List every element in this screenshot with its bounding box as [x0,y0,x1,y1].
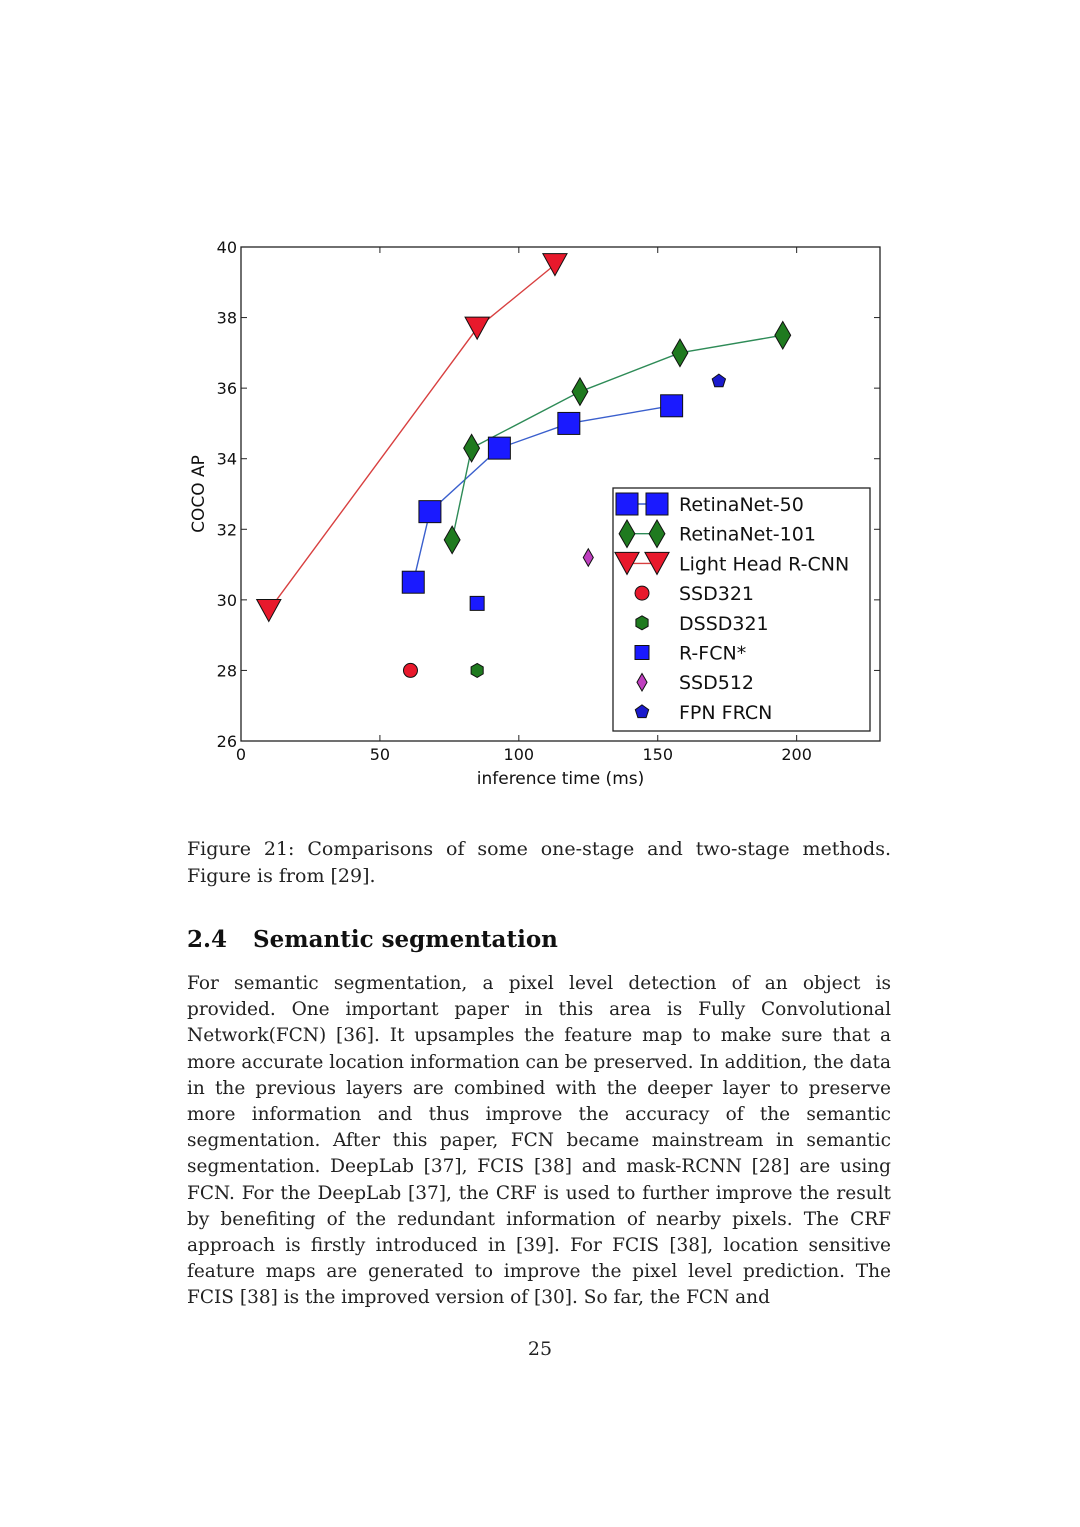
legend-label-r-fcn: R-FCN* [679,642,747,665]
data-point-fpn-frcn [712,374,725,387]
data-point-retinanet-101 [444,526,460,554]
y-tick-label: 38 [216,308,237,328]
legend-label-ssd512: SSD512 [679,672,755,695]
x-tick-label: 200 [781,745,812,764]
data-point-retinanet-101 [672,339,688,367]
data-point-ssd512 [583,549,593,567]
data-point-dssd321 [471,663,483,677]
y-tick-label: 28 [216,661,237,681]
y-tick-label: 32 [216,520,237,540]
legend-label-dssd321: DSSD321 [679,612,769,635]
section-title: Semantic segmentation [253,926,558,953]
y-tick-label: 26 [216,732,237,751]
legend-label-light-head-r-cnn: Light Head R-CNN [679,553,850,576]
data-point-retinanet-50 [488,437,510,459]
data-point-retinanet-50 [558,412,580,434]
x-tick-label: 100 [503,745,535,764]
data-point-retinanet-101 [572,378,588,406]
legend-label-fpn-frcn: FPN FRCN [679,701,773,724]
legend-marker-dssd321 [636,616,648,630]
data-point-ssd321 [403,663,417,677]
legend-label-retinanet-50: RetinaNet-50 [679,494,804,516]
data-point-retinanet-50 [419,501,441,523]
page-number: 25 [527,1338,553,1360]
section-heading [187,926,891,953]
legend-label-ssd321: SSD321 [679,583,755,606]
chart-legend [613,488,870,731]
data-point-r-fcn [470,596,484,610]
y-tick-label: 34 [216,449,237,469]
y-tick-label: 40 [216,238,237,257]
figure-caption: Figure 21: Comparisons of some one-stage and two-stage methods. Figure is from [29]. [187,838,891,887]
y-axis-label: COCO AP [189,455,209,533]
series-line-light-head-r-cnn [269,265,555,611]
legend-marker-r-fcn [635,646,649,660]
data-point-retinanet-101 [464,434,480,462]
y-tick-label: 30 [216,590,237,610]
legend-marker-ssd321 [635,586,649,600]
data-point-retinanet-50 [661,395,683,417]
data-point-light-head-r-cnn [465,317,489,339]
x-tick-label: 0 [235,745,247,764]
x-tick-label: 50 [369,745,391,764]
y-tick-label: 36 [216,379,237,399]
data-point-retinanet-50 [402,571,424,593]
legend-label-retinanet-101: RetinaNet-101 [679,523,816,546]
body-paragraph: For semantic segmentation, a pixel level detection of an object is provided. One important paper in this area is Fully Convolutional Network(FCN) [36]. It upsamples the feature map to make sure that a more accurate location information can be preserved. In addition, the data in the previous layers are combined with the deeper layer to preserve more information and thus improve the accuracy of the semantic segmentation. After this paper, FCN became mainstream in semantic segmentation. DeepLab [37], FCIS [38] and mask-RCNN [28] are using FCN. For the DeepLab [37], the CRF is used to further improve the result by benefiting of the redundant information of nearby pixels. The CRF approach is firstly introduced in [39]. For FCIS [38], location sensitive feature maps are generated to improve the pixel level prediction. The FCIS [38] is the improved version of [30]. So far, the FCN and [187,973,891,1309]
data-point-light-head-r-cnn [257,599,281,621]
section-number: 2.4 [187,926,228,953]
data-point-retinanet-101 [775,321,791,349]
x-axis-label: inference time (ms) [476,769,645,789]
legend-marker-retinanet-50 [616,493,638,515]
legend-marker-retinanet-50 [646,493,668,515]
x-tick-label: 150 [642,745,674,764]
